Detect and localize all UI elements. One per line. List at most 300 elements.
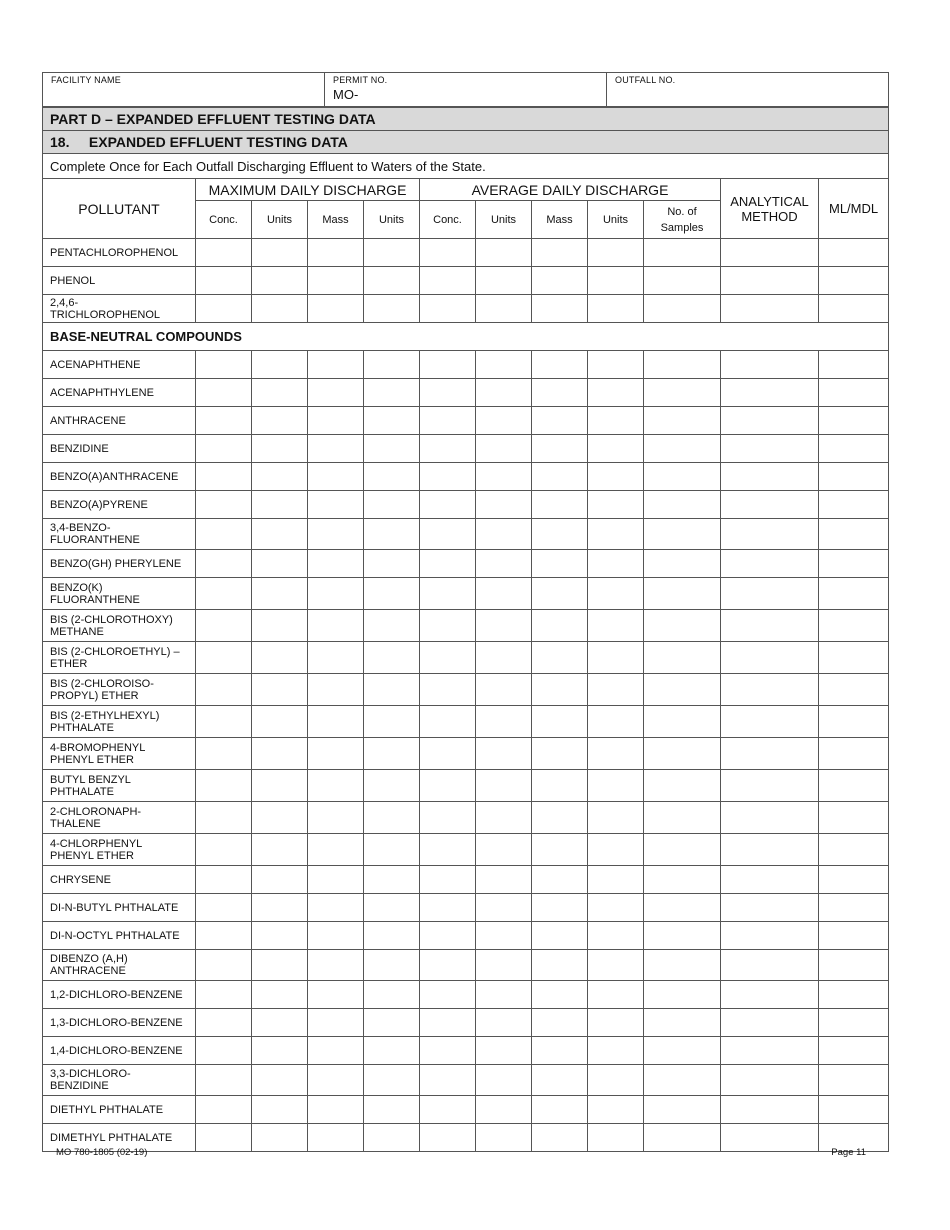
ml-mdl-cell[interactable] xyxy=(819,866,889,894)
avg-conc-cell[interactable] xyxy=(420,578,476,610)
ml-mdl-cell[interactable] xyxy=(819,922,889,950)
avg-mass-units-cell[interactable] xyxy=(588,802,644,834)
ml-mdl-cell[interactable] xyxy=(819,578,889,610)
avg-conc-cell[interactable] xyxy=(420,295,476,323)
max-units-cell[interactable] xyxy=(252,578,308,610)
max-conc-cell[interactable] xyxy=(196,491,252,519)
ml-mdl-cell[interactable] xyxy=(819,834,889,866)
avg-mass-cell[interactable] xyxy=(532,435,588,463)
analytical-method-cell[interactable] xyxy=(721,674,819,706)
max-units-cell[interactable] xyxy=(252,1124,308,1152)
max-mass-cell[interactable] xyxy=(308,610,364,642)
avg-conc-cell[interactable] xyxy=(420,463,476,491)
max-conc-cell[interactable] xyxy=(196,1096,252,1124)
avg-mass-units-cell[interactable] xyxy=(588,239,644,267)
max-units-cell[interactable] xyxy=(252,267,308,295)
max-conc-cell[interactable] xyxy=(196,802,252,834)
ml-mdl-cell[interactable] xyxy=(819,950,889,981)
max-conc-cell[interactable] xyxy=(196,463,252,491)
avg-mass-units-cell[interactable] xyxy=(588,834,644,866)
analytical-method-cell[interactable] xyxy=(721,239,819,267)
max-mass-units-cell[interactable] xyxy=(364,407,420,435)
ml-mdl-cell[interactable] xyxy=(819,550,889,578)
analytical-method-cell[interactable] xyxy=(721,802,819,834)
max-mass-units-cell[interactable] xyxy=(364,379,420,407)
max-conc-cell[interactable] xyxy=(196,981,252,1009)
no-of-samples-cell[interactable] xyxy=(644,894,721,922)
no-of-samples-cell[interactable] xyxy=(644,550,721,578)
ml-mdl-cell[interactable] xyxy=(819,267,889,295)
max-conc-cell[interactable] xyxy=(196,950,252,981)
avg-conc-cell[interactable] xyxy=(420,894,476,922)
avg-mass-cell[interactable] xyxy=(532,550,588,578)
avg-conc-cell[interactable] xyxy=(420,1096,476,1124)
avg-mass-units-cell[interactable] xyxy=(588,519,644,550)
analytical-method-cell[interactable] xyxy=(721,1096,819,1124)
no-of-samples-cell[interactable] xyxy=(644,379,721,407)
avg-mass-cell[interactable] xyxy=(532,866,588,894)
avg-mass-units-cell[interactable] xyxy=(588,674,644,706)
avg-units-cell[interactable] xyxy=(476,239,532,267)
ml-mdl-cell[interactable] xyxy=(819,295,889,323)
max-mass-cell[interactable] xyxy=(308,642,364,674)
max-units-cell[interactable] xyxy=(252,379,308,407)
max-conc-cell[interactable] xyxy=(196,435,252,463)
avg-units-cell[interactable] xyxy=(476,295,532,323)
avg-conc-cell[interactable] xyxy=(420,738,476,770)
avg-units-cell[interactable] xyxy=(476,1065,532,1096)
max-conc-cell[interactable] xyxy=(196,834,252,866)
avg-units-cell[interactable] xyxy=(476,981,532,1009)
no-of-samples-cell[interactable] xyxy=(644,642,721,674)
avg-conc-cell[interactable] xyxy=(420,239,476,267)
ml-mdl-cell[interactable] xyxy=(819,463,889,491)
avg-mass-units-cell[interactable] xyxy=(588,1009,644,1037)
avg-conc-cell[interactable] xyxy=(420,1009,476,1037)
avg-mass-units-cell[interactable] xyxy=(588,379,644,407)
avg-mass-units-cell[interactable] xyxy=(588,770,644,802)
avg-mass-cell[interactable] xyxy=(532,267,588,295)
max-mass-units-cell[interactable] xyxy=(364,550,420,578)
max-conc-cell[interactable] xyxy=(196,1037,252,1065)
analytical-method-cell[interactable] xyxy=(721,435,819,463)
max-units-cell[interactable] xyxy=(252,1065,308,1096)
avg-units-cell[interactable] xyxy=(476,519,532,550)
max-mass-cell[interactable] xyxy=(308,866,364,894)
avg-mass-units-cell[interactable] xyxy=(588,1124,644,1152)
no-of-samples-cell[interactable] xyxy=(644,491,721,519)
max-conc-cell[interactable] xyxy=(196,351,252,379)
max-mass-units-cell[interactable] xyxy=(364,610,420,642)
analytical-method-cell[interactable] xyxy=(721,463,819,491)
avg-mass-units-cell[interactable] xyxy=(588,1037,644,1065)
ml-mdl-cell[interactable] xyxy=(819,1009,889,1037)
avg-mass-units-cell[interactable] xyxy=(588,550,644,578)
avg-units-cell[interactable] xyxy=(476,578,532,610)
analytical-method-cell[interactable] xyxy=(721,295,819,323)
avg-conc-cell[interactable] xyxy=(420,866,476,894)
avg-mass-cell[interactable] xyxy=(532,738,588,770)
analytical-method-cell[interactable] xyxy=(721,407,819,435)
no-of-samples-cell[interactable] xyxy=(644,435,721,463)
max-mass-units-cell[interactable] xyxy=(364,463,420,491)
max-mass-units-cell[interactable] xyxy=(364,239,420,267)
facility-name-cell[interactable] xyxy=(43,73,325,107)
avg-units-cell[interactable] xyxy=(476,770,532,802)
max-mass-cell[interactable] xyxy=(308,1037,364,1065)
avg-mass-cell[interactable] xyxy=(532,491,588,519)
max-mass-units-cell[interactable] xyxy=(364,674,420,706)
avg-mass-cell[interactable] xyxy=(532,239,588,267)
max-conc-cell[interactable] xyxy=(196,866,252,894)
avg-units-cell[interactable] xyxy=(476,1037,532,1065)
avg-conc-cell[interactable] xyxy=(420,519,476,550)
avg-mass-cell[interactable] xyxy=(532,1065,588,1096)
max-units-cell[interactable] xyxy=(252,519,308,550)
max-conc-cell[interactable] xyxy=(196,407,252,435)
avg-units-cell[interactable] xyxy=(476,642,532,674)
avg-mass-cell[interactable] xyxy=(532,1096,588,1124)
max-conc-cell[interactable] xyxy=(196,1065,252,1096)
ml-mdl-cell[interactable] xyxy=(819,379,889,407)
avg-units-cell[interactable] xyxy=(476,1096,532,1124)
no-of-samples-cell[interactable] xyxy=(644,1037,721,1065)
max-mass-units-cell[interactable] xyxy=(364,1124,420,1152)
analytical-method-cell[interactable] xyxy=(721,550,819,578)
no-of-samples-cell[interactable] xyxy=(644,922,721,950)
max-mass-units-cell[interactable] xyxy=(364,738,420,770)
max-units-cell[interactable] xyxy=(252,463,308,491)
analytical-method-cell[interactable] xyxy=(721,351,819,379)
max-mass-cell[interactable] xyxy=(308,407,364,435)
ml-mdl-cell[interactable] xyxy=(819,239,889,267)
max-mass-cell[interactable] xyxy=(308,295,364,323)
no-of-samples-cell[interactable] xyxy=(644,1096,721,1124)
max-mass-cell[interactable] xyxy=(308,519,364,550)
max-conc-cell[interactable] xyxy=(196,610,252,642)
avg-mass-cell[interactable] xyxy=(532,463,588,491)
max-mass-cell[interactable] xyxy=(308,379,364,407)
avg-mass-units-cell[interactable] xyxy=(588,491,644,519)
no-of-samples-cell[interactable] xyxy=(644,674,721,706)
no-of-samples-cell[interactable] xyxy=(644,770,721,802)
analytical-method-cell[interactable] xyxy=(721,578,819,610)
avg-conc-cell[interactable] xyxy=(420,950,476,981)
avg-mass-cell[interactable] xyxy=(532,706,588,738)
ml-mdl-cell[interactable] xyxy=(819,351,889,379)
avg-units-cell[interactable] xyxy=(476,866,532,894)
max-mass-units-cell[interactable] xyxy=(364,950,420,981)
analytical-method-cell[interactable] xyxy=(721,642,819,674)
max-conc-cell[interactable] xyxy=(196,674,252,706)
max-mass-cell[interactable] xyxy=(308,950,364,981)
max-units-cell[interactable] xyxy=(252,1037,308,1065)
analytical-method-cell[interactable] xyxy=(721,1037,819,1065)
avg-units-cell[interactable] xyxy=(476,267,532,295)
analytical-method-cell[interactable] xyxy=(721,610,819,642)
ml-mdl-cell[interactable] xyxy=(819,894,889,922)
max-mass-units-cell[interactable] xyxy=(364,894,420,922)
max-mass-cell[interactable] xyxy=(308,674,364,706)
no-of-samples-cell[interactable] xyxy=(644,706,721,738)
avg-units-cell[interactable] xyxy=(476,610,532,642)
avg-conc-cell[interactable] xyxy=(420,770,476,802)
avg-mass-units-cell[interactable] xyxy=(588,351,644,379)
no-of-samples-cell[interactable] xyxy=(644,519,721,550)
avg-mass-cell[interactable] xyxy=(532,770,588,802)
avg-mass-cell[interactable] xyxy=(532,351,588,379)
max-units-cell[interactable] xyxy=(252,550,308,578)
outfall-no-cell[interactable] xyxy=(607,73,889,107)
avg-conc-cell[interactable] xyxy=(420,491,476,519)
max-units-cell[interactable] xyxy=(252,866,308,894)
max-mass-units-cell[interactable] xyxy=(364,435,420,463)
max-mass-units-cell[interactable] xyxy=(364,351,420,379)
no-of-samples-cell[interactable] xyxy=(644,295,721,323)
avg-mass-units-cell[interactable] xyxy=(588,922,644,950)
no-of-samples-cell[interactable] xyxy=(644,834,721,866)
max-mass-units-cell[interactable] xyxy=(364,1065,420,1096)
analytical-method-cell[interactable] xyxy=(721,1124,819,1152)
max-conc-cell[interactable] xyxy=(196,379,252,407)
avg-mass-cell[interactable] xyxy=(532,578,588,610)
avg-mass-units-cell[interactable] xyxy=(588,866,644,894)
avg-mass-cell[interactable] xyxy=(532,802,588,834)
max-units-cell[interactable] xyxy=(252,610,308,642)
max-mass-cell[interactable] xyxy=(308,1096,364,1124)
analytical-method-cell[interactable] xyxy=(721,706,819,738)
max-mass-units-cell[interactable] xyxy=(364,802,420,834)
avg-mass-cell[interactable] xyxy=(532,519,588,550)
max-conc-cell[interactable] xyxy=(196,267,252,295)
analytical-method-cell[interactable] xyxy=(721,491,819,519)
avg-units-cell[interactable] xyxy=(476,463,532,491)
no-of-samples-cell[interactable] xyxy=(644,738,721,770)
max-mass-cell[interactable] xyxy=(308,578,364,610)
max-conc-cell[interactable] xyxy=(196,922,252,950)
max-conc-cell[interactable] xyxy=(196,239,252,267)
max-units-cell[interactable] xyxy=(252,351,308,379)
max-mass-cell[interactable] xyxy=(308,706,364,738)
max-units-cell[interactable] xyxy=(252,642,308,674)
avg-mass-units-cell[interactable] xyxy=(588,950,644,981)
avg-mass-units-cell[interactable] xyxy=(588,981,644,1009)
max-mass-units-cell[interactable] xyxy=(364,770,420,802)
avg-units-cell[interactable] xyxy=(476,950,532,981)
max-units-cell[interactable] xyxy=(252,674,308,706)
ml-mdl-cell[interactable] xyxy=(819,491,889,519)
analytical-method-cell[interactable] xyxy=(721,950,819,981)
permit-no-cell[interactable] xyxy=(325,73,607,107)
max-units-cell[interactable] xyxy=(252,834,308,866)
analytical-method-cell[interactable] xyxy=(721,1065,819,1096)
analytical-method-cell[interactable] xyxy=(721,379,819,407)
analytical-method-cell[interactable] xyxy=(721,770,819,802)
analytical-method-cell[interactable] xyxy=(721,866,819,894)
max-conc-cell[interactable] xyxy=(196,738,252,770)
no-of-samples-cell[interactable] xyxy=(644,981,721,1009)
analytical-method-cell[interactable] xyxy=(721,267,819,295)
no-of-samples-cell[interactable] xyxy=(644,407,721,435)
no-of-samples-cell[interactable] xyxy=(644,239,721,267)
max-mass-units-cell[interactable] xyxy=(364,834,420,866)
max-mass-units-cell[interactable] xyxy=(364,922,420,950)
max-conc-cell[interactable] xyxy=(196,550,252,578)
no-of-samples-cell[interactable] xyxy=(644,1009,721,1037)
max-units-cell[interactable] xyxy=(252,1096,308,1124)
avg-mass-cell[interactable] xyxy=(532,642,588,674)
max-mass-units-cell[interactable] xyxy=(364,981,420,1009)
analytical-method-cell[interactable] xyxy=(721,834,819,866)
avg-conc-cell[interactable] xyxy=(420,834,476,866)
avg-mass-units-cell[interactable] xyxy=(588,463,644,491)
max-mass-cell[interactable] xyxy=(308,351,364,379)
max-conc-cell[interactable] xyxy=(196,894,252,922)
max-mass-units-cell[interactable] xyxy=(364,706,420,738)
avg-mass-units-cell[interactable] xyxy=(588,738,644,770)
avg-mass-cell[interactable] xyxy=(532,674,588,706)
avg-units-cell[interactable] xyxy=(476,706,532,738)
ml-mdl-cell[interactable] xyxy=(819,738,889,770)
max-mass-units-cell[interactable] xyxy=(364,1009,420,1037)
max-units-cell[interactable] xyxy=(252,738,308,770)
avg-mass-cell[interactable] xyxy=(532,1124,588,1152)
max-units-cell[interactable] xyxy=(252,1009,308,1037)
avg-mass-units-cell[interactable] xyxy=(588,1065,644,1096)
max-mass-cell[interactable] xyxy=(308,922,364,950)
max-mass-units-cell[interactable] xyxy=(364,1037,420,1065)
avg-units-cell[interactable] xyxy=(476,802,532,834)
avg-units-cell[interactable] xyxy=(476,1124,532,1152)
ml-mdl-cell[interactable] xyxy=(819,1096,889,1124)
no-of-samples-cell[interactable] xyxy=(644,1124,721,1152)
max-mass-cell[interactable] xyxy=(308,770,364,802)
avg-conc-cell[interactable] xyxy=(420,1037,476,1065)
max-conc-cell[interactable] xyxy=(196,706,252,738)
ml-mdl-cell[interactable] xyxy=(819,802,889,834)
no-of-samples-cell[interactable] xyxy=(644,578,721,610)
max-units-cell[interactable] xyxy=(252,894,308,922)
avg-conc-cell[interactable] xyxy=(420,379,476,407)
avg-units-cell[interactable] xyxy=(476,1009,532,1037)
max-mass-units-cell[interactable] xyxy=(364,267,420,295)
max-units-cell[interactable] xyxy=(252,706,308,738)
max-mass-cell[interactable] xyxy=(308,981,364,1009)
avg-conc-cell[interactable] xyxy=(420,1065,476,1096)
avg-conc-cell[interactable] xyxy=(420,407,476,435)
ml-mdl-cell[interactable] xyxy=(819,1065,889,1096)
max-mass-cell[interactable] xyxy=(308,894,364,922)
avg-mass-units-cell[interactable] xyxy=(588,435,644,463)
analytical-method-cell[interactable] xyxy=(721,1009,819,1037)
avg-conc-cell[interactable] xyxy=(420,267,476,295)
avg-conc-cell[interactable] xyxy=(420,922,476,950)
max-conc-cell[interactable] xyxy=(196,578,252,610)
max-conc-cell[interactable] xyxy=(196,1124,252,1152)
avg-units-cell[interactable] xyxy=(476,491,532,519)
max-mass-cell[interactable] xyxy=(308,738,364,770)
max-conc-cell[interactable] xyxy=(196,1009,252,1037)
max-mass-cell[interactable] xyxy=(308,239,364,267)
ml-mdl-cell[interactable] xyxy=(819,674,889,706)
avg-conc-cell[interactable] xyxy=(420,610,476,642)
max-mass-units-cell[interactable] xyxy=(364,642,420,674)
max-units-cell[interactable] xyxy=(252,770,308,802)
max-units-cell[interactable] xyxy=(252,407,308,435)
max-units-cell[interactable] xyxy=(252,239,308,267)
avg-mass-cell[interactable] xyxy=(532,981,588,1009)
max-units-cell[interactable] xyxy=(252,922,308,950)
avg-mass-cell[interactable] xyxy=(532,610,588,642)
max-conc-cell[interactable] xyxy=(196,519,252,550)
avg-units-cell[interactable] xyxy=(476,834,532,866)
max-mass-units-cell[interactable] xyxy=(364,1096,420,1124)
no-of-samples-cell[interactable] xyxy=(644,351,721,379)
ml-mdl-cell[interactable] xyxy=(819,770,889,802)
avg-units-cell[interactable] xyxy=(476,379,532,407)
avg-conc-cell[interactable] xyxy=(420,435,476,463)
max-mass-cell[interactable] xyxy=(308,1124,364,1152)
no-of-samples-cell[interactable] xyxy=(644,950,721,981)
max-mass-units-cell[interactable] xyxy=(364,491,420,519)
avg-conc-cell[interactable] xyxy=(420,981,476,1009)
no-of-samples-cell[interactable] xyxy=(644,610,721,642)
max-mass-cell[interactable] xyxy=(308,435,364,463)
max-mass-units-cell[interactable] xyxy=(364,295,420,323)
avg-mass-units-cell[interactable] xyxy=(588,894,644,922)
max-mass-cell[interactable] xyxy=(308,491,364,519)
ml-mdl-cell[interactable] xyxy=(819,1037,889,1065)
analytical-method-cell[interactable] xyxy=(721,981,819,1009)
avg-mass-cell[interactable] xyxy=(532,1009,588,1037)
avg-units-cell[interactable] xyxy=(476,550,532,578)
avg-conc-cell[interactable] xyxy=(420,706,476,738)
avg-mass-units-cell[interactable] xyxy=(588,1096,644,1124)
max-units-cell[interactable] xyxy=(252,981,308,1009)
avg-mass-cell[interactable] xyxy=(532,834,588,866)
max-conc-cell[interactable] xyxy=(196,295,252,323)
max-units-cell[interactable] xyxy=(252,491,308,519)
analytical-method-cell[interactable] xyxy=(721,519,819,550)
ml-mdl-cell[interactable] xyxy=(819,610,889,642)
avg-mass-cell[interactable] xyxy=(532,1037,588,1065)
analytical-method-cell[interactable] xyxy=(721,738,819,770)
ml-mdl-cell[interactable] xyxy=(819,519,889,550)
avg-units-cell[interactable] xyxy=(476,674,532,706)
max-units-cell[interactable] xyxy=(252,802,308,834)
avg-mass-units-cell[interactable] xyxy=(588,642,644,674)
avg-mass-cell[interactable] xyxy=(532,295,588,323)
ml-mdl-cell[interactable] xyxy=(819,706,889,738)
analytical-method-cell[interactable] xyxy=(721,894,819,922)
no-of-samples-cell[interactable] xyxy=(644,866,721,894)
max-conc-cell[interactable] xyxy=(196,770,252,802)
avg-mass-units-cell[interactable] xyxy=(588,295,644,323)
avg-mass-units-cell[interactable] xyxy=(588,407,644,435)
avg-mass-units-cell[interactable] xyxy=(588,578,644,610)
avg-units-cell[interactable] xyxy=(476,435,532,463)
avg-mass-cell[interactable] xyxy=(532,950,588,981)
max-mass-units-cell[interactable] xyxy=(364,519,420,550)
avg-units-cell[interactable] xyxy=(476,922,532,950)
avg-conc-cell[interactable] xyxy=(420,802,476,834)
ml-mdl-cell[interactable] xyxy=(819,435,889,463)
avg-conc-cell[interactable] xyxy=(420,550,476,578)
max-mass-cell[interactable] xyxy=(308,267,364,295)
max-mass-cell[interactable] xyxy=(308,802,364,834)
avg-units-cell[interactable] xyxy=(476,407,532,435)
max-mass-cell[interactable] xyxy=(308,1009,364,1037)
